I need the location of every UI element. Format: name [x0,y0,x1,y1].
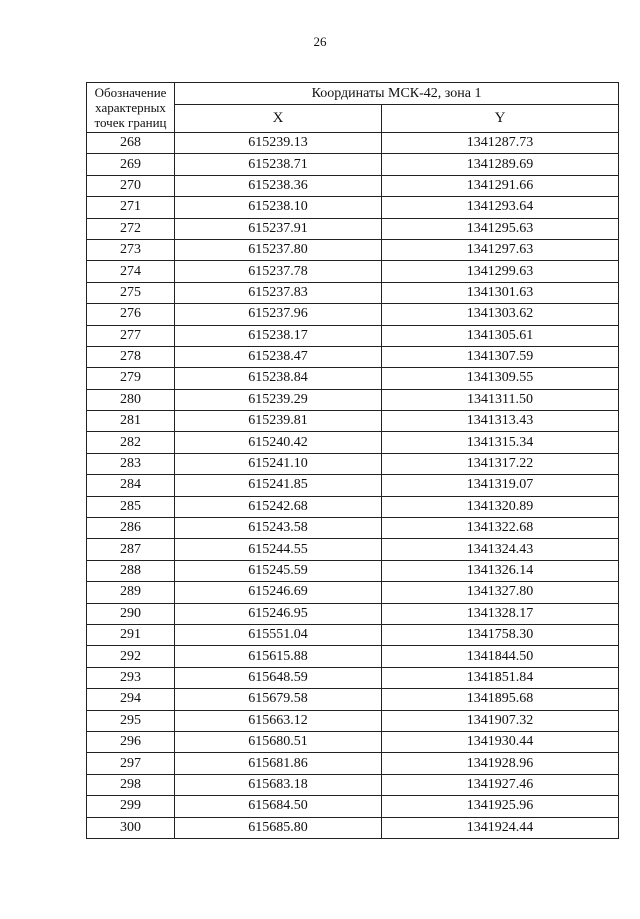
cell-x: 615237.83 [175,282,382,303]
cell-x: 615238.47 [175,346,382,367]
cell-point-number: 269 [87,154,175,175]
cell-point-number: 273 [87,239,175,260]
cell-point-number: 278 [87,346,175,367]
cell-y: 1341297.63 [382,239,619,260]
table-row [87,411,619,432]
table-row [87,710,619,731]
table-row [87,325,619,346]
cell-x: 615237.91 [175,218,382,239]
cell-x: 615242.68 [175,496,382,517]
cell-y: 1341309.55 [382,368,619,389]
table-row [87,389,619,410]
cell-y: 1341322.68 [382,518,619,539]
cell-x: 615238.10 [175,197,382,218]
cell-x: 615237.96 [175,304,382,325]
cell-y: 1341291.66 [382,175,619,196]
cell-x: 615244.55 [175,539,382,560]
table-row [87,346,619,367]
cell-x: 615239.29 [175,389,382,410]
cell-x: 615246.69 [175,582,382,603]
table-row [87,453,619,474]
cell-y: 1341927.46 [382,774,619,795]
table-row [87,368,619,389]
cell-y: 1341328.17 [382,603,619,624]
cell-point-number: 280 [87,389,175,410]
cell-y: 1341925.96 [382,796,619,817]
cell-point-number: 295 [87,710,175,731]
cell-x: 615237.80 [175,239,382,260]
table-row [87,731,619,752]
cell-y: 1341320.89 [382,496,619,517]
table-row [87,239,619,260]
table-row [87,753,619,774]
cell-x: 615238.84 [175,368,382,389]
cell-y: 1341851.84 [382,667,619,688]
cell-y: 1341315.34 [382,432,619,453]
cell-x: 615238.36 [175,175,382,196]
cell-y: 1341924.44 [382,817,619,838]
cell-point-number: 292 [87,646,175,667]
table-row [87,603,619,624]
table-row [87,197,619,218]
cell-y: 1341287.73 [382,133,619,154]
header-y: Y [382,105,619,133]
cell-point-number: 300 [87,817,175,838]
cell-y: 1341324.43 [382,539,619,560]
cell-point-number: 279 [87,368,175,389]
cell-y: 1341293.64 [382,197,619,218]
cell-x: 615681.86 [175,753,382,774]
cell-x: 615551.04 [175,624,382,645]
cell-x: 615679.58 [175,689,382,710]
cell-y: 1341928.96 [382,753,619,774]
table-row [87,624,619,645]
cell-point-number: 287 [87,539,175,560]
cell-point-number: 268 [87,133,175,154]
cell-y: 1341326.14 [382,560,619,581]
cell-point-number: 296 [87,731,175,752]
table-row [87,218,619,239]
cell-y: 1341319.07 [382,475,619,496]
table-row [87,817,619,838]
cell-y: 1341295.63 [382,218,619,239]
cell-point-number: 290 [87,603,175,624]
table-row [87,796,619,817]
cell-y: 1341311.50 [382,389,619,410]
cell-x: 615615.88 [175,646,382,667]
cell-point-number: 277 [87,325,175,346]
cell-x: 615241.85 [175,475,382,496]
table-row [87,175,619,196]
cell-x: 615245.59 [175,560,382,581]
table-row [87,646,619,667]
cell-x: 615239.13 [175,133,382,154]
header-x: X [175,105,382,133]
cell-x: 615238.17 [175,325,382,346]
cell-point-number: 298 [87,774,175,795]
cell-x: 615685.80 [175,817,382,838]
cell-point-number: 276 [87,304,175,325]
table-row [87,560,619,581]
cell-y: 1341289.69 [382,154,619,175]
cell-x: 615663.12 [175,710,382,731]
table-row [87,774,619,795]
table-row [87,432,619,453]
table-row [87,154,619,175]
cell-y: 1341758.30 [382,624,619,645]
table-row [87,304,619,325]
page-number: 26 [313,34,327,49]
table-row [87,689,619,710]
cell-point-number: 285 [87,496,175,517]
cell-point-number: 283 [87,453,175,474]
cell-point-number: 274 [87,261,175,282]
cell-point-number: 291 [87,624,175,645]
cell-x: 615246.95 [175,603,382,624]
cell-point-number: 281 [87,411,175,432]
cell-y: 1341307.59 [382,346,619,367]
cell-x: 615648.59 [175,667,382,688]
header-coordinates-group: Координаты МСК-42, зона 1 [175,83,619,105]
cell-point-number: 284 [87,475,175,496]
cell-point-number: 294 [87,689,175,710]
table-row [87,667,619,688]
cell-y: 1341907.32 [382,710,619,731]
cell-y: 1341305.61 [382,325,619,346]
cell-y: 1341327.80 [382,582,619,603]
table-header [87,83,619,133]
table-row [87,582,619,603]
cell-point-number: 299 [87,796,175,817]
cell-y: 1341930.44 [382,731,619,752]
coordinates-table [86,82,619,839]
cell-y: 1341301.63 [382,282,619,303]
cell-x: 615239.81 [175,411,382,432]
cell-y: 1341844.50 [382,646,619,667]
cell-point-number: 282 [87,432,175,453]
cell-point-number: 289 [87,582,175,603]
cell-y: 1341895.68 [382,689,619,710]
table-row [87,496,619,517]
cell-x: 615680.51 [175,731,382,752]
cell-x: 615684.50 [175,796,382,817]
cell-point-number: 272 [87,218,175,239]
table-body [87,133,619,839]
cell-point-number: 288 [87,560,175,581]
cell-point-number: 275 [87,282,175,303]
cell-y: 1341303.62 [382,304,619,325]
cell-y: 1341317.22 [382,453,619,474]
cell-point-number: 286 [87,518,175,539]
cell-point-number: 297 [87,753,175,774]
table-row [87,518,619,539]
cell-y: 1341299.63 [382,261,619,282]
cell-x: 615683.18 [175,774,382,795]
cell-y: 1341313.43 [382,411,619,432]
cell-point-number: 293 [87,667,175,688]
cell-point-number: 271 [87,197,175,218]
header-point-designation: Обозначение характерных точек границ [87,83,175,133]
cell-x: 615243.58 [175,518,382,539]
cell-x: 615241.10 [175,453,382,474]
cell-x: 615237.78 [175,261,382,282]
table-row [87,282,619,303]
table-row [87,475,619,496]
table-row [87,133,619,154]
table-row [87,539,619,560]
cell-x: 615240.42 [175,432,382,453]
cell-x: 615238.71 [175,154,382,175]
cell-point-number: 270 [87,175,175,196]
table-row [87,261,619,282]
